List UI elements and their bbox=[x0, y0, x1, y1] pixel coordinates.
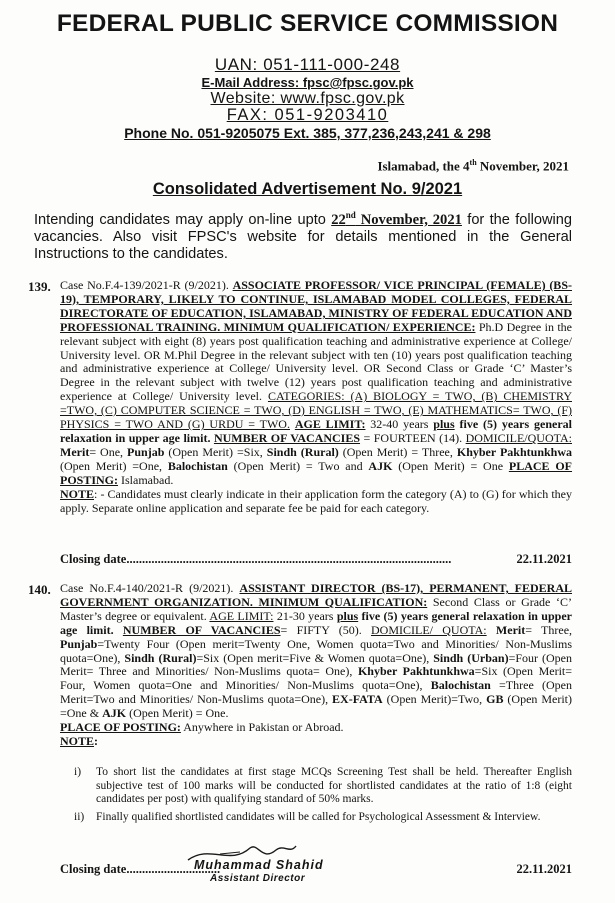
date-rest: November, 2021 bbox=[476, 158, 569, 174]
note-item: ii) Finally qualified shortlisted candidates will be called for Psychological Assessment & Interview. bbox=[74, 810, 541, 823]
org-title: FEDERAL PUBLIC SERVICE COMMISSION bbox=[56, 10, 559, 37]
note-list-140 bbox=[70, 766, 572, 828]
deadline: 22nd November, 2021 bbox=[331, 210, 462, 228]
fax-line: FAX: 051-9203410 bbox=[226, 106, 389, 124]
post-title-139: ASSOCIATE PROFESSOR/ VICE PRINCIPAL (FEMALE) (BS-19), TEMPORARY, LIKELY TO CONTINUE, ISLAMABAD MODEL COLLEGES, FEDERAL DIRECTORATE OF EDUCATION, ISLAMABAD, MINISTRY OF FEDERAL EDUCATION AND PROFESSIONAL TRAINING. MINIMUM QUALIFICATION/ EXPERIENCE: bbox=[60, 278, 572, 334]
case-number-140: 140. bbox=[28, 582, 51, 597]
signatory-title: Assistant Director bbox=[210, 873, 306, 884]
intro-paragraph: Intending candidates may apply on-line upto 22nd November, 2021 for the following vacancies. Also visit FPSC's website for details mentioned in the General Instructions to the candidates. bbox=[34, 210, 572, 262]
case-140-body: Case No.F.4-140/2021-R (9/2021). ASSISTANT DIRECTOR (BS-17), PERMANENT, FEDERAL GOVERNMENT ORGANIZATION. MINIMUM QUALIFICATION: Second Class or Grade ‘C’ Master’s degree or equivalent. AGE LIMIT: 21-30 years plus five (5) years general relaxation in upper age limit. NUMBER OF VACANCIES= FIFTY (50). DOMICILE/ QUOTA: Merit= Three, Punjab=Twenty Four (Open merit=Twenty One, Women quota=Two and Minorities/ Non-Muslims quota=One), Sindh (Rural)=Six (Open merit=Five & Women quota=One), Sindh (Urban)=Four (Open Merit= Three and Minorities/ Non-Muslims quota= One), Khyber Pakhtunkhwa=Six (Open Merit= Four, Women quota=One and Minorities/ Non-Muslims quota=One), Balochistan =Three (Open Merit=Two and Minorities/ Non-Muslims quota=One), EX-FATA (Open Merit)=Two, GB (Open Merit) =One & AJK (Open Merit) = One. PLACE OF POSTING: Anywhere in Pakistan or Abroad. NOTE: bbox=[60, 581, 573, 748]
signatory-name: Muhammad Shahid bbox=[194, 858, 324, 872]
email-line[interactable]: E-Mail Address: fpsc@fpsc.gov.pk bbox=[201, 75, 414, 90]
date-sup: th bbox=[469, 158, 477, 167]
note-item: i) To short list the candidates at first stage MCQs Screening Test shall be held. Thereafter English subjective test of 100 marks will be conducted for shortlisted candidates at the ratio of 1:8 (eight candidates per post) with qualifying standard of 50% marks. bbox=[74, 766, 572, 805]
case-139-body: Case No.F.4-139/2021-R (9/2021). ASSOCIATE PROFESSOR/ VICE PRINCIPAL (FEMALE) (BS-19), TEMPORARY, LIKELY TO CONTINUE, ISLAMABAD MODEL COLLEGES, FEDERAL DIRECTORATE OF EDUCATION, ISLAMABAD, MINISTRY OF FEDERAL EDUCATION AND PROFESSIONAL TRAINING. MINIMUM QUALIFICATION/ EXPERIENCE: Ph.D Degree in the relevant subject with eight (8) years post qualification teaching and administrative experience at College/ University level. OR M.Phil Degree in the relevant subject with ten (10) years post qualification teaching and administrative experience at College/ University level. OR Second Class or Grade ‘C’ Master’s Degree in the relevant subject with twelve (12) years post qualification teaching and administrative experience at College/ University level. CATEGORIES: (A) BIOLOGY = TWO, (B) CHEMISTRY =TWO, (C) COMPUTER SCIENCE = TWO, (D) ENGLISH = TWO, (E) MATHEMATICS= TWO, (F) PHYSICS = TWO AND (G) URDU = TWO. AGE LIMIT: 32-40 years plus five (5) years general relaxation in upper age limit. NUMBER OF VACANCIES = FOURTEEN (14). DOMICILE/QUOTA: Merit= One, Punjab (Open Merit) =Six, Sindh (Rural) (Open Merit) = Three, Khyber Pakhtunkhwa (Open Merit) =One, Balochistan (Open Merit) = Two and AJK (Open Merit) = One PLACE OF POSTING: Islamabad. NOTE: - Candidates must clearly indicate in their application form the category (A) to (G) for which they apply. Separate online application and separate fee be paid for each category. bbox=[60, 278, 573, 515]
uan-line: UAN: 051-111-000-248 bbox=[214, 55, 401, 74]
note-label-140: NOTE bbox=[60, 733, 95, 748]
categories-139: CATEGORIES: (A) BIOLOGY = TWO, (B) CHEMISTRY =TWO, (C) COMPUTER SCIENCE = TWO, (D) ENGLISH = TWO, (E) MATHEMATICS= TWO, (F) PHYSICS = TWO AND (G) URDU = TWO. bbox=[60, 389, 572, 432]
issue-date bbox=[377, 158, 569, 174]
advertisement-title: Consolidated Advertisement No. 9/2021 bbox=[152, 180, 463, 198]
phone-line: Phone No. 051-9205075 Ext. 385, 377,236,243,241 & 298 bbox=[124, 125, 491, 141]
date-place: Islamabad, the 4 bbox=[377, 158, 470, 174]
note-label-139: NOTE bbox=[60, 486, 95, 501]
website-line[interactable]: Website: www.fpsc.gov.pk bbox=[210, 90, 405, 107]
post-title-140: ASSISTANT DIRECTOR (BS-17), PERMANENT, FEDERAL GOVERNMENT ORGANIZATION. MINIMUM QUALIFICATION: bbox=[60, 581, 572, 609]
case-number-139: 139. bbox=[28, 279, 51, 294]
